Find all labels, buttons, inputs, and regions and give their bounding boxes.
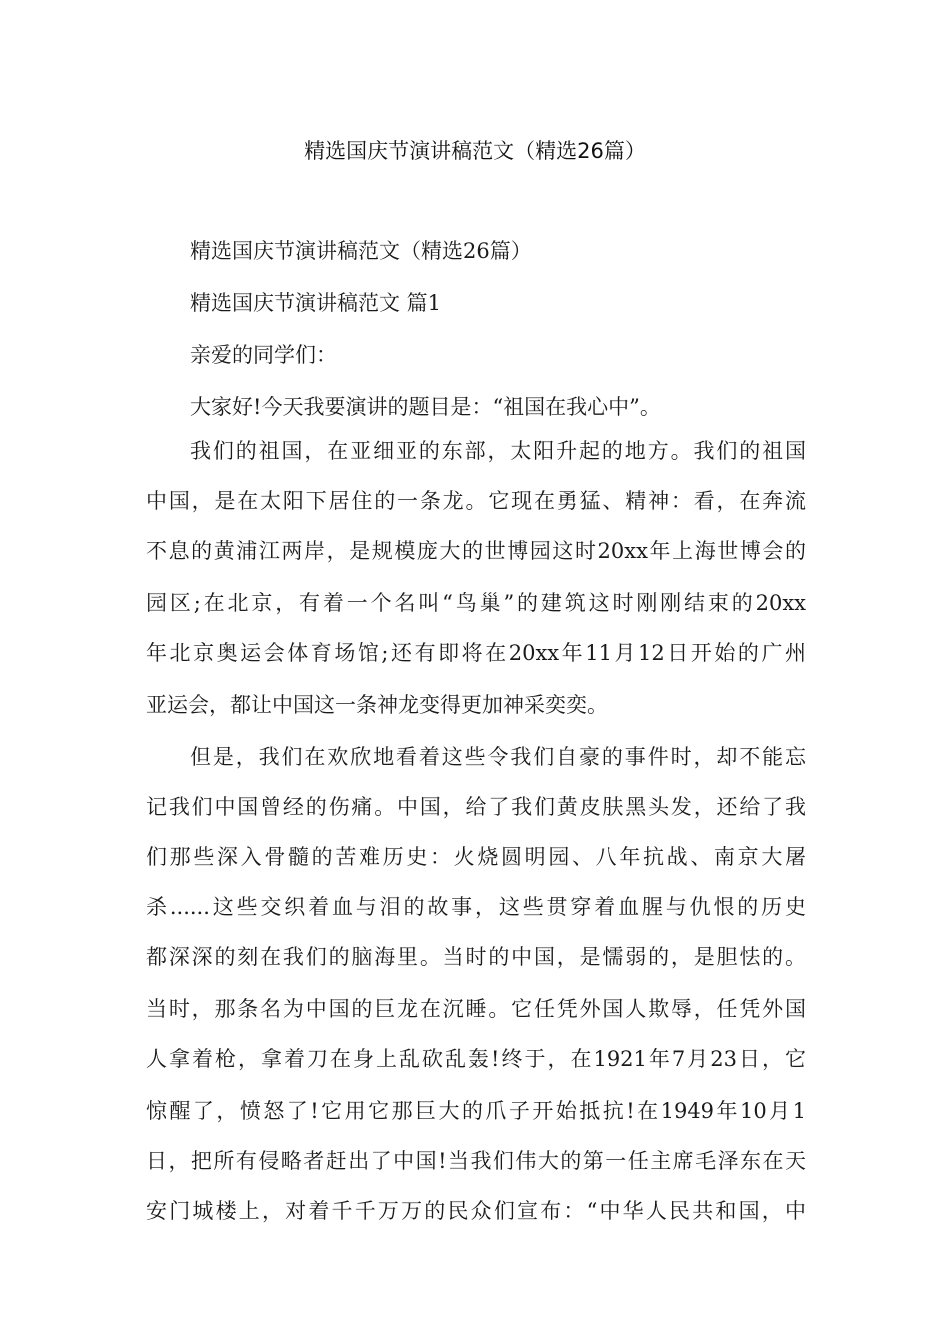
document-title: 精选国庆节演讲稿范文（精选26篇） [304, 139, 646, 163]
paragraph-line: 惊醒了，愤怒了!它用它那巨大的爪子开始抵抗!在1949年10月1 [146, 1099, 806, 1123]
subtitle-line: 精选国庆节演讲稿范文（精选26篇） [190, 239, 532, 263]
paragraph-line: 们那些深入骨髓的苦难历史：火烧圆明园、八年抗战、南京大屠 [146, 845, 806, 869]
paragraph-line: 亚运会，都让中国这一条神龙变得更加神采奕奕。 [146, 693, 608, 717]
paragraph-line: 人拿着枪，拿着刀在身上乱砍乱轰!终于，在1921年7月23日，它 [146, 1047, 806, 1071]
paragraph-line: 记我们中国曾经的伤痛。中国，给了我们黄皮肤黑头发，还给了我 [146, 795, 806, 819]
paragraph-line: 不息的黄浦江两岸，是规模庞大的世博园这时20xx年上海世博会的 [146, 539, 806, 563]
paragraph-line: 杀......这些交织着血与泪的故事，这些贯穿着血腥与仇恨的历史 [146, 895, 806, 919]
paragraph-line: 园区;在北京，有着一个名叫“鸟巢”的建筑这时刚刚结束的20xx [146, 591, 806, 615]
paragraph-line: 中国，是在太阳下居住的一条龙。它现在勇猛、精神：看，在奔流 [146, 489, 806, 513]
paragraph-line: 日，把所有侵略者赶出了中国!当我们伟大的第一任主席毛泽东在天 [146, 1149, 806, 1173]
paragraph-line: 都深深的刻在我们的脑海里。当时的中国，是懦弱的，是胆怯的。 [146, 945, 806, 969]
paragraph-line: 当时，那条名为中国的巨龙在沉睡。它任凭外国人欺辱，任凭外国 [146, 997, 806, 1021]
paragraph-line: 年北京奥运会体育场馆;还有即将在20xx年11月12日开始的广州 [146, 641, 806, 665]
paragraph-line: 但是，我们在欢欣地看着这些令我们自豪的事件时，却不能忘 [190, 745, 806, 769]
paragraph-line: 大家好!今天我要演讲的题目是：“祖国在我心中”。 [190, 395, 661, 419]
paragraph-line: 安门城楼上，对着千千万万的民众们宣布：“中华人民共和国，中 [146, 1199, 806, 1223]
paragraph-line: 我们的祖国，在亚细亚的东部，太阳升起的地方。我们的祖国 [190, 439, 806, 463]
greeting-line: 亲爱的同学们： [190, 343, 337, 367]
section-heading: 精选国庆节演讲稿范文 篇1 [190, 291, 442, 315]
